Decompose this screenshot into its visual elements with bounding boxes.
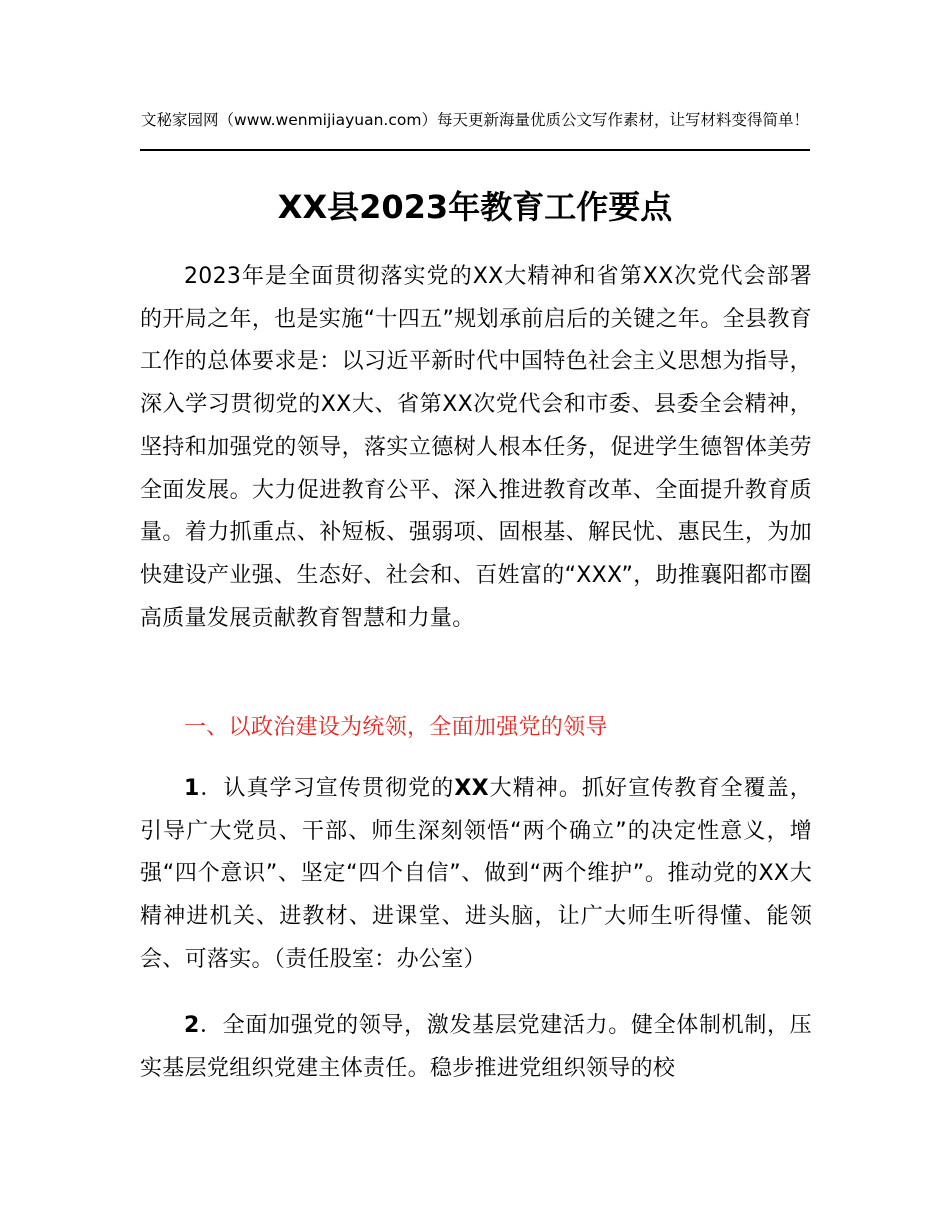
header-note: 文秘家园网（www.wenmijiayuan.com）每天更新海量优质公文写作素材，让写材料变得简单！ bbox=[141, 111, 809, 129]
item-lead: 认真学习宣传贯彻党的 bbox=[223, 776, 455, 801]
section-heading: 一、以政治建设为统领，全面加强党的领导 bbox=[184, 715, 608, 740]
item-number: 2 bbox=[184, 1013, 200, 1038]
list-item-paragraph bbox=[140, 1005, 812, 1090]
item-lead-bold: XX bbox=[454, 776, 489, 801]
intro-paragraph: 2023年是全面贯彻落实党的XX大精神和省第XX次党代会部署的开局之年，也是实施“十四五”规划承前启后的关键之年。全县教育工作的总体要求是：以习近平新时代中国特色社会主义思想为指导，深入学习贯彻党的XX大、省第XX次党代会和市委、县委全会精神，坚持和加强党的领导，落实立德树人根本任务，促进学生德智体美劳全面发展。大力促进教育公平、深入推进教育改革、全面提升教育质量。着力抓重点、补短板、强弱项、固根基、解民忧、惠民生，为加快建设产业强、生态好、社会和、百姓富的“XXX”，助推襄阳都市圈高质量发展贡献教育智慧和力量。 bbox=[140, 264, 812, 631]
item-body: 大精神。抓好宣传教育全覆盖，引导广大党员、干部、师生深刻领悟“两个确立”的决定性意义，增强“四个意识”、坚定“四个自信”、做到“两个维护”。推动党的XX大精神进机关、进教材、进课堂、进头脑，让广大师生听得懂、能领会、可落实。（责任股室：办公室） bbox=[140, 776, 812, 972]
document-title: XX县2023年教育工作要点 bbox=[277, 188, 673, 226]
header-divider bbox=[140, 149, 810, 151]
item-number: 1 bbox=[184, 776, 200, 801]
list-item-paragraph bbox=[140, 768, 812, 982]
item-body: 全面加强党的领导，激发基层党建活力。健全体制机制，压实基层党组织党建主体责任。稳步推进党组织领导的校 bbox=[140, 1013, 812, 1081]
item-separator: ． bbox=[199, 776, 224, 801]
item-separator: ． bbox=[199, 1013, 223, 1038]
